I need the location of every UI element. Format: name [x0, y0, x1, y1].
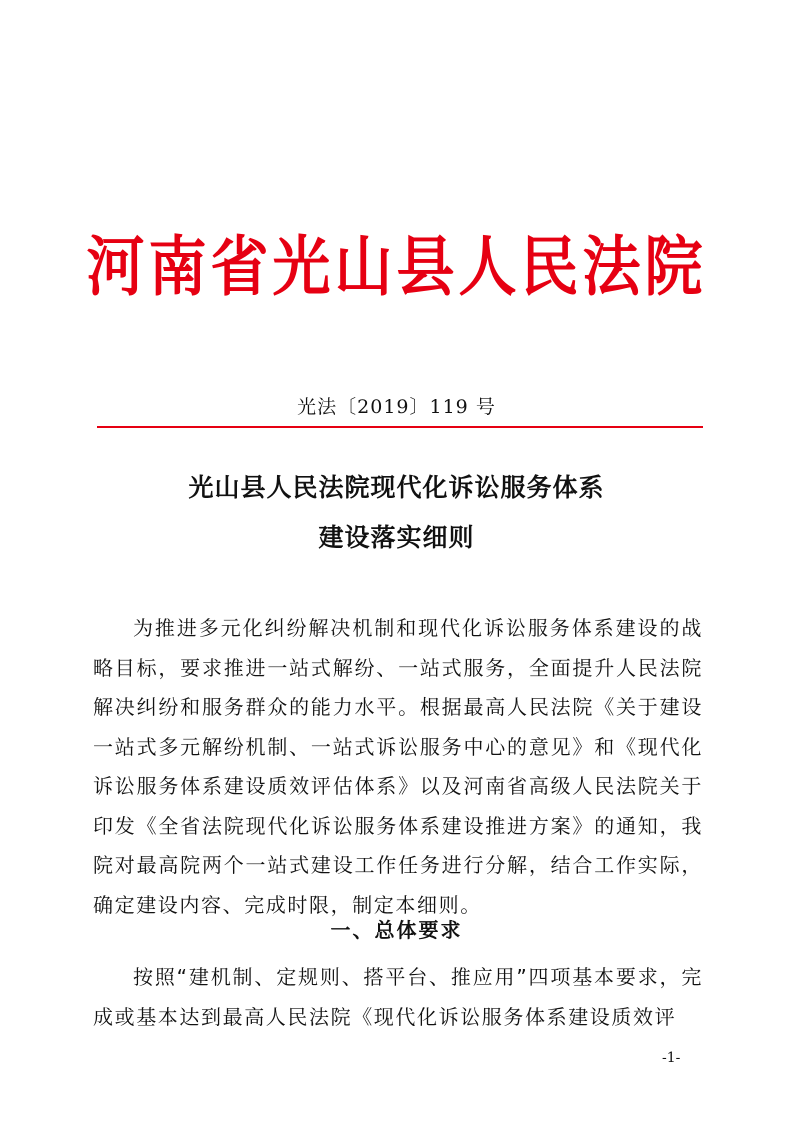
issuing-authority-masthead: 河南省光山县人民法院: [86, 228, 707, 305]
red-separator-line: [97, 426, 703, 428]
section-1-paragraph: 按照“建机制、定规则、搭平台、推应用”四项基本要求，完成或基本达到最高人民法院《现代化诉讼服务体系建设质效评: [93, 965, 703, 1029]
intro-paragraph: 为推进多元化纠纷解决机制和现代化诉讼服务体系建设的战略目标，要求推进一站式解纷、一站式服务，全面提升人民法院解决纠纷和服务群众的能力水平。根据最高人民法院《关于建设一站式多元解纷机制、一站式诉讼服务中心的意见》和《现代化诉讼服务体系建设质效评估体系》以及河南省高级人民法院关于印发《全省法院现代化诉讼服务体系建设推进方案》的通知，我院对最高院两个一站式建设工作任务进行分解，结合工作实际，确定建设内容、完成时限，制定本细则。: [93, 616, 703, 917]
document-title-line-1: 光山县人民法院现代化诉讼服务体系: [188, 473, 605, 502]
document-number: 光法〔2019〕119 号: [297, 396, 496, 418]
page-number: -1-: [662, 1050, 681, 1066]
document-title-line-2: 建设落实细则: [318, 523, 475, 552]
section-heading-general-requirements: 一、总体要求: [330, 918, 463, 942]
